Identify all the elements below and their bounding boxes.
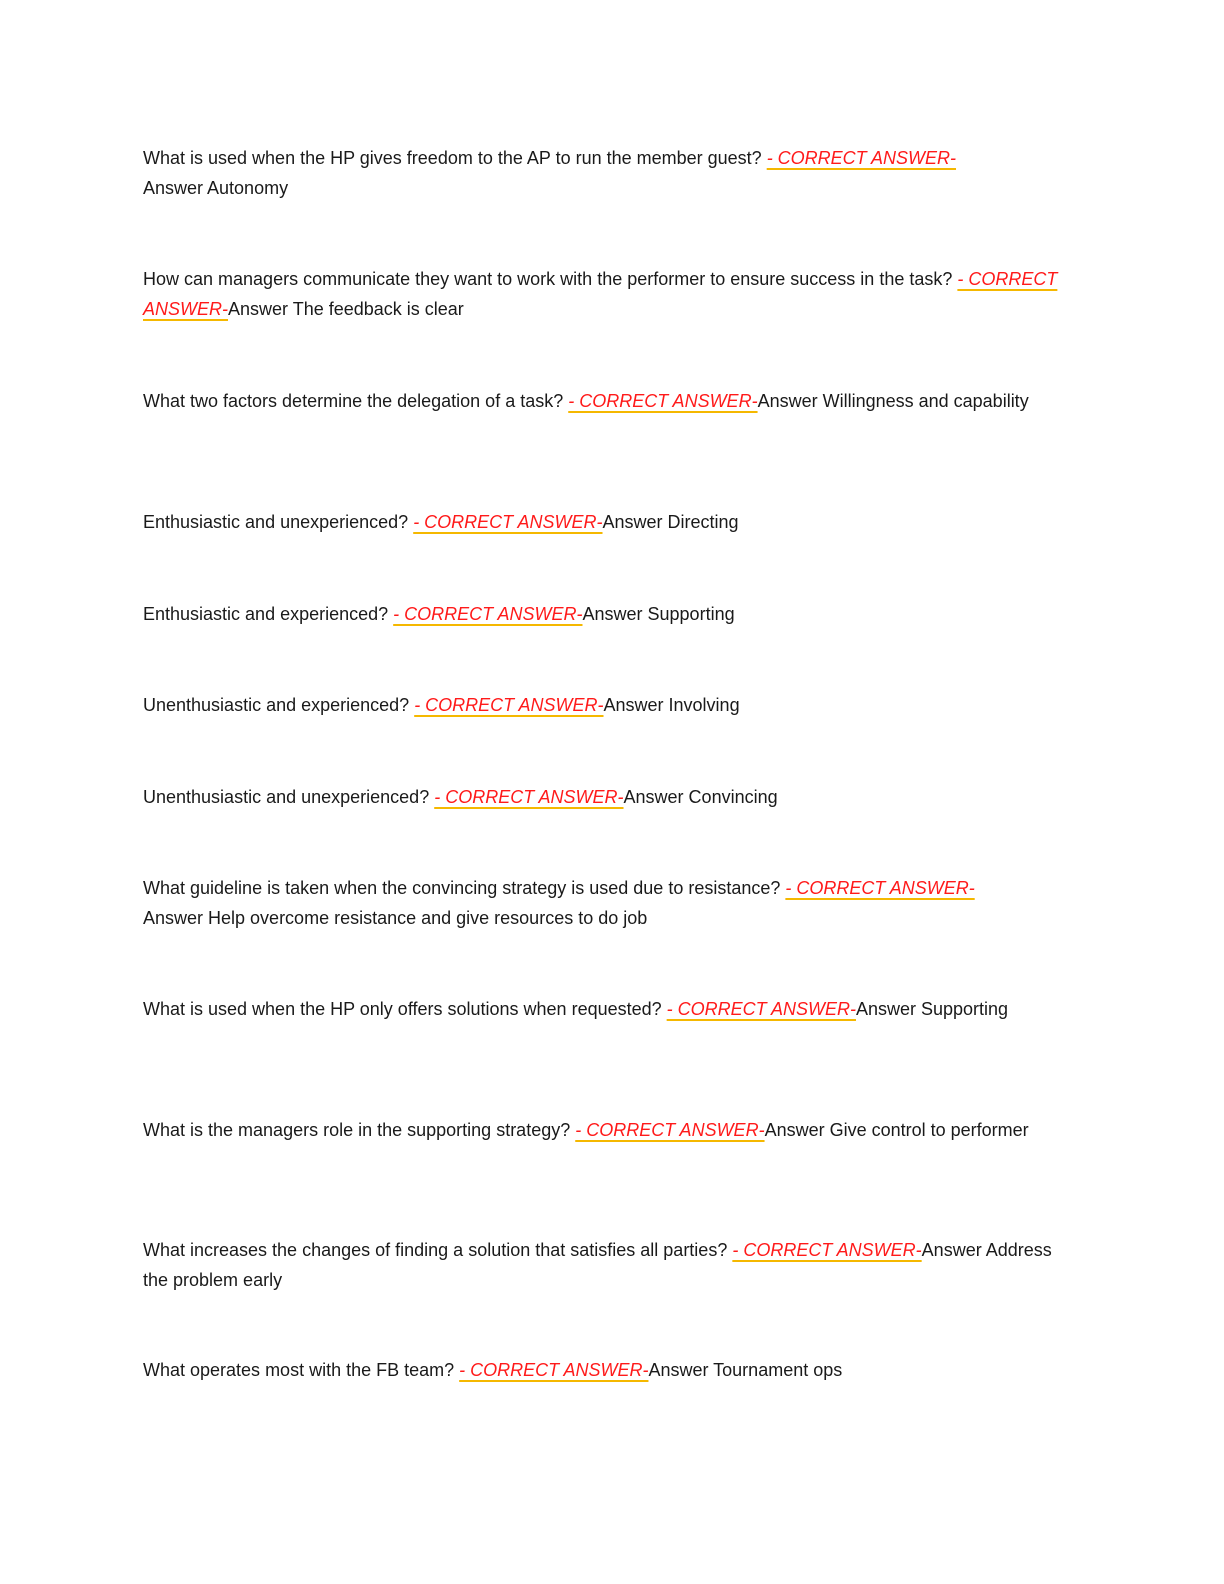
answer-text: Answer Help overcome resistance and give resources to do job <box>143 908 648 928</box>
answer-text: Answer Supporting <box>855 999 1009 1019</box>
qa-item <box>143 782 1068 812</box>
correct-answer-marker: - CORRECT ANSWER- <box>766 148 957 168</box>
qa-item <box>143 1235 1068 1295</box>
question-text: How can managers communicate they want to work with the performer to ensure success in the task? <box>143 269 958 289</box>
answer-text: Answer Give control to performer <box>764 1120 1029 1140</box>
question-text: What is used when the HP only offers solutions when requested? <box>143 999 667 1019</box>
correct-answer-marker: - CORRECT ANSWER- <box>413 512 603 532</box>
question-text: What is the managers role in the supporting strategy? <box>143 1120 576 1140</box>
answer-text: Answer The feedback is clear <box>228 299 464 319</box>
correct-answer-marker: - CORRECT ANSWER- <box>414 695 604 715</box>
qa-item <box>143 873 1068 933</box>
qa-item <box>143 994 1068 1024</box>
question-text: What is used when the HP gives freedom to the AP to run the member guest? <box>143 148 767 168</box>
answer-text: Answer Address the problem early <box>143 1240 1052 1290</box>
answer-text: Answer Tournament ops <box>648 1360 843 1380</box>
question-text: Unenthusiastic and experienced? <box>143 695 415 715</box>
correct-answer-marker: - CORRECT ANSWER- <box>393 604 583 624</box>
question-text: What increases the changes of finding a solution that satisfies all parties? <box>143 1240 733 1260</box>
correct-answer-marker: - CORRECT ANSWER- <box>575 1120 765 1140</box>
qa-item <box>143 386 1068 416</box>
correct-answer-marker: - CORRECT ANSWER- <box>732 1240 922 1260</box>
question-text: Enthusiastic and experienced? <box>143 604 394 624</box>
question-text: What operates most with the FB team? <box>143 1360 460 1380</box>
answer-text: Answer Willingness and capability <box>757 391 1029 411</box>
correct-answer-marker: - CORRECT ANSWER- <box>666 999 856 1019</box>
qa-item <box>143 1115 1068 1145</box>
qa-item <box>143 1355 1068 1385</box>
question-text: Unenthusiastic and unexperienced? <box>143 787 435 807</box>
question-text: What guideline is taken when the convincing strategy is used due to resistance? <box>143 878 786 898</box>
answer-text: Answer Convincing <box>623 787 778 807</box>
qa-item <box>143 143 1068 203</box>
question-text: What two factors determine the delegation of a task? <box>143 391 569 411</box>
qa-item <box>143 690 1068 720</box>
correct-answer-marker: - CORRECT ANSWER- <box>143 269 1058 319</box>
answer-text: Answer Autonomy <box>143 178 289 198</box>
qa-item <box>143 264 1068 324</box>
correct-answer-marker: - CORRECT ANSWER- <box>434 787 624 807</box>
correct-answer-marker: - CORRECT ANSWER- <box>459 1360 649 1380</box>
answer-text: Answer Involving <box>603 695 740 715</box>
question-text: Enthusiastic and unexperienced? <box>143 512 414 532</box>
qa-item <box>143 507 1068 537</box>
qa-item <box>143 599 1068 629</box>
correct-answer-marker: - CORRECT ANSWER- <box>568 391 758 411</box>
answer-text: Answer Directing <box>602 512 739 532</box>
correct-answer-marker: - CORRECT ANSWER- <box>785 878 975 898</box>
answer-text: Answer Supporting <box>582 604 735 624</box>
